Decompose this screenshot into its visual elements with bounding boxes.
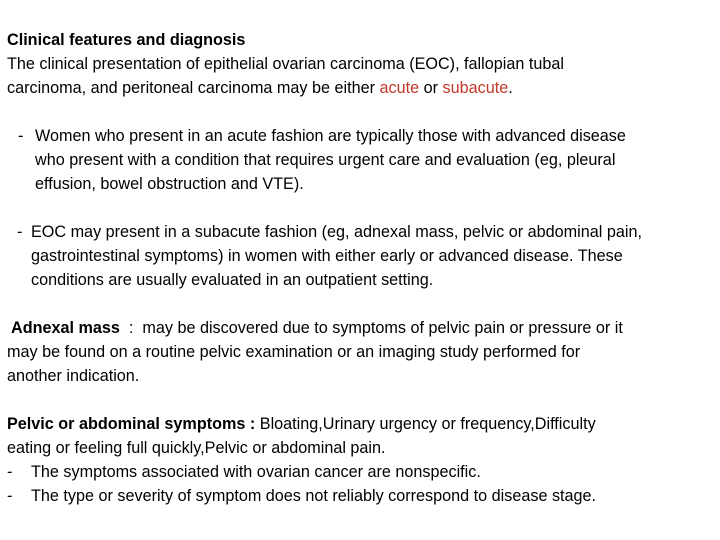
symptoms-line-2: eating or feeling full quickly,Pelvic or abdominal pain. — [7, 439, 386, 457]
bullet-subacute-line-3: conditions are usually evaluated in an outpatient setting. — [31, 271, 434, 289]
adnexal-line-2: may be found on a routine pelvic examination or an imaging study performed for — [7, 343, 581, 361]
symptoms-term: Pelvic or abdominal symptoms : — [7, 415, 256, 433]
adnexal-line-1-text: may be discovered due to symptoms of pelvic pain or pressure or it — [142, 319, 623, 337]
page-title: Clinical features and diagnosis — [7, 31, 246, 49]
intro-or: or — [419, 79, 443, 97]
symptoms-line-1 — [7, 412, 596, 436]
bullet-acute-line-3: effusion, bowel obstruction and VTE). — [35, 175, 304, 193]
intro-line-2 — [7, 76, 513, 100]
intro-period: . — [508, 79, 513, 97]
bullet-subacute-dash: - — [17, 223, 23, 241]
bullet-acute-dash: - — [18, 127, 24, 145]
adnexal-line-1 — [11, 316, 623, 340]
intro-line-1: The clinical presentation of epithelial ovarian carcinoma (EOC), fallopian tubal — [7, 55, 564, 73]
adnexal-separator: : — [119, 319, 143, 337]
term-subacute: subacute — [442, 79, 509, 97]
symptoms-line-1-text: Bloating,Urinary urgency or frequency,Difficulty — [255, 415, 596, 433]
symptoms-item-1: The symptoms associated with ovarian cancer are nonspecific. — [31, 463, 481, 481]
symptoms-item-1-dash: - — [7, 463, 13, 481]
intro-line-2-text: carcinoma, and peritoneal carcinoma may be either — [7, 79, 380, 97]
bullet-subacute-line-2: gastrointestinal symptoms) in women with either early or advanced disease. These — [31, 247, 623, 265]
adnexal-line-3: another indication. — [7, 367, 140, 385]
symptoms-item-2-dash: - — [7, 487, 13, 505]
bullet-acute-line-2: who present with a condition that requires urgent care and evaluation (eg, pleural — [35, 151, 616, 169]
adnexal-term: Adnexal mass — [11, 319, 120, 337]
bullet-subacute-line-1: EOC may present in a subacute fashion (eg, adnexal mass, pelvic or abdominal pain, — [31, 223, 642, 241]
term-acute: acute — [379, 79, 420, 97]
symptoms-item-2: The type or severity of symptom does not reliably correspond to disease stage. — [31, 487, 597, 505]
bullet-acute-line-1: Women who present in an acute fashion are typically those with advanced disease — [35, 127, 626, 145]
